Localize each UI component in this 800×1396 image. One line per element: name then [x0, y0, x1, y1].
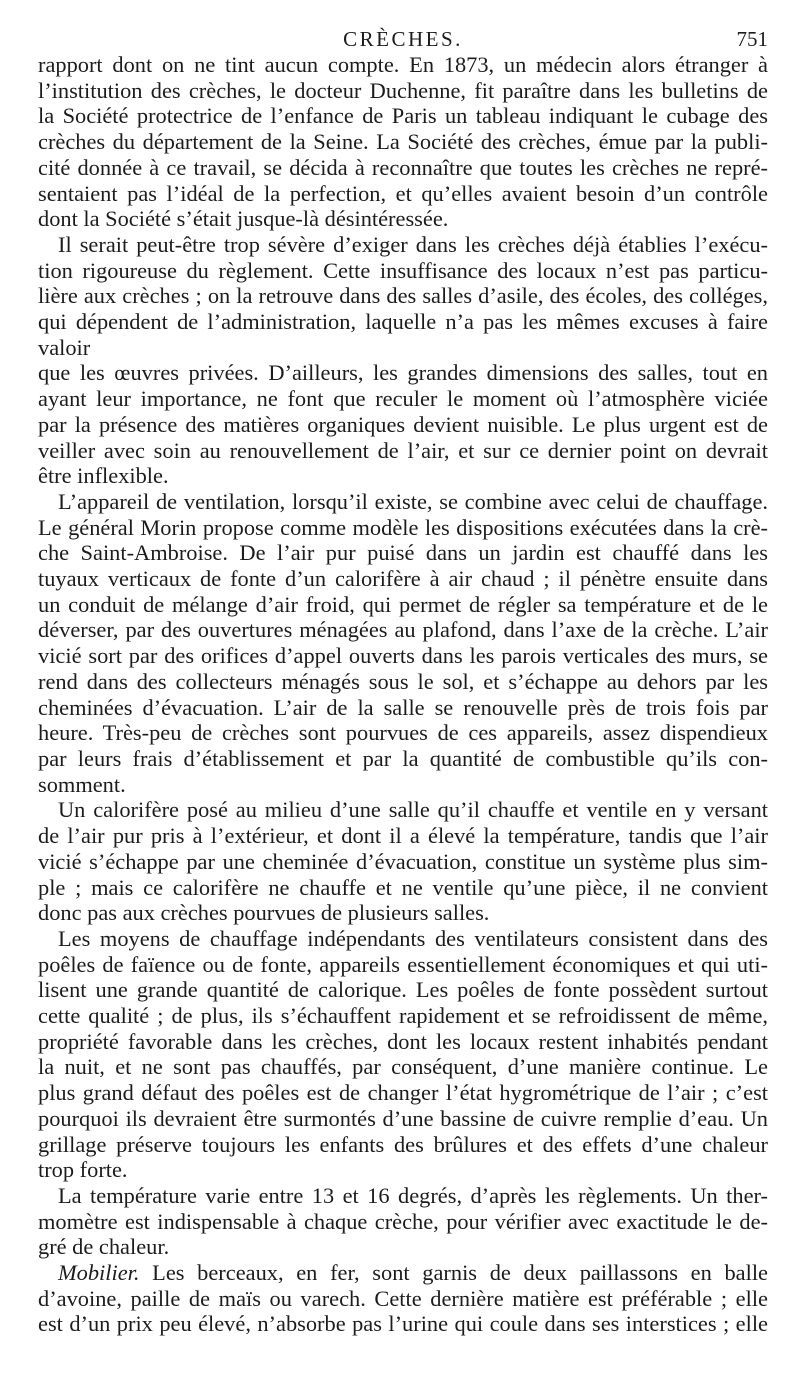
line-text: tuyaux verticaux de fonte d’un calorifère à air chaud ; il pénètre ensuite dans [38, 566, 768, 592]
line-text: ayant leur importance, ne font que reculer le moment où l’atmosphère viciée [38, 386, 768, 412]
line-text: rend dans des collecteurs ménagés sous le sol, et s’échappe au dehors par les [38, 668, 768, 694]
line-text: gré de chaleur. [38, 1234, 170, 1260]
text-line [38, 1054, 768, 1080]
line-text: la nuit, et ne sont pas chauffés, par conséquent, d’une manière continue. Le [38, 1054, 768, 1080]
text-line [38, 797, 768, 823]
text-line [38, 900, 768, 926]
text-line [38, 926, 768, 952]
text-line [38, 78, 768, 104]
line-text: est d’un prix peu élevé, n’absorbe pas l’urine qui coule dans ses interstices ; elle [38, 1311, 768, 1337]
text-line [38, 1003, 768, 1029]
text-line [38, 1260, 768, 1286]
line-text: un conduit de mélange d’air froid, qui permet de régler sa température et de le [38, 591, 768, 617]
line-text: ple ; mais ce calorifère ne chauffe et ne ventile qu’une pièce, il ne convient [38, 874, 768, 900]
text-line [38, 669, 768, 695]
text-line [38, 566, 768, 592]
line-text: Les moyens de chauffage indépendants des ventilateurs consistent dans des [58, 925, 768, 951]
line-text: Il serait peut-être trop sévère d’exiger dans les crèches déjà établies l’exécu- [58, 231, 768, 257]
section-lead: Mobilier. [58, 1260, 140, 1286]
text-line [38, 232, 768, 258]
page-header [38, 22, 768, 52]
text-line [38, 360, 768, 386]
line-text: par leurs frais d’établissement et par la quantité de combustible qu’ils con- [38, 745, 768, 771]
line-text: rapport dont on ne tint aucun compte. En 1873, un médecin alors étranger à [38, 52, 768, 77]
line-text: grillage préserve toujours les enfants des brûlures et des effets d’une chaleur [38, 1131, 768, 1157]
page-number: 751 [736, 27, 768, 51]
page-body [38, 52, 768, 1337]
text-line [38, 52, 768, 78]
text-line [38, 103, 768, 129]
line-text: donc pas aux crèches pourvues de plusieurs salles. [38, 900, 490, 926]
line-text: d’avoine, paille de maïs ou varech. Cette dernière matière est préférable ; elle [38, 1285, 768, 1311]
text-line [38, 489, 768, 515]
line-text: plus grand défaut des poêles est de changer l’état hygrométrique de l’air ; c’est [38, 1080, 768, 1106]
line-text: dont la Société s’était jusque-là désintéressée. [38, 206, 449, 232]
line-text: l’institution des crèches, le docteur Duchenne, fit paraître dans les bulletins de [38, 77, 768, 103]
text-line [38, 1209, 768, 1235]
line-text: somment. [38, 771, 126, 797]
line-text: Le général Morin propose comme modèle les dispositions exécutées dans la crè- [38, 514, 768, 540]
line-text: vicié s’échappe par une cheminée d’évacuation, constitue un système plus sim- [38, 848, 768, 874]
line-text: la Société protectrice de l’enfance de Paris un tableau indiquant le cubage des [38, 103, 768, 129]
text-line [38, 1080, 768, 1106]
text-line [38, 438, 768, 464]
line-text: lière aux crèches ; on la retrouve dans des salles d’asile, des écoles, des colléges, [38, 283, 768, 309]
text-line [38, 181, 768, 207]
line-text: tion rigoureuse du règlement. Cette insuffisance des locaux n’est pas particu- [38, 257, 768, 283]
text-line [38, 952, 768, 978]
line-text: crèches du département de la Seine. La Société des crèches, émue par la publi- [38, 129, 768, 155]
line-text: poêles de faïence ou de fonte, appareils essentiellement économiques et qui uti- [38, 951, 768, 977]
line-text: lisent une grande quantité de calorique. Les poêles de fonte possèdent surtout [38, 977, 768, 1003]
text-line [38, 849, 768, 875]
text-line [38, 746, 768, 772]
line-text: trop forte. [38, 1157, 128, 1183]
text-line [38, 1157, 768, 1183]
text-line [38, 617, 768, 643]
text-line [38, 977, 768, 1003]
text-line [38, 720, 768, 746]
text-line [38, 1234, 768, 1260]
text-line [38, 412, 768, 438]
text-line [38, 1029, 768, 1055]
text-line [38, 129, 768, 155]
text-line [38, 592, 768, 618]
running-head: CRÈCHES. [343, 27, 463, 51]
text-line [38, 643, 768, 669]
text-line [38, 463, 768, 489]
line-text: Un calorifère posé au milieu d’une salle qu’il chauffe et ventile en y versant [58, 797, 768, 823]
text-line [38, 386, 768, 412]
line-text: cheminées d’évacuation. L’air de la salle se renouvelle près de trois fois par [38, 694, 768, 720]
line-text: heure. Très-peu de crèches sont pourvues de ces appareils, assez dispendieux [38, 720, 768, 746]
line-text: de l’air pur pris à l’extérieur, et dont il a élevé la température, tandis que l’air [38, 823, 768, 849]
line-text: veiller avec soin au renouvellement de l’air, et sur ce dernier point on devrait [38, 437, 768, 463]
text-line [38, 1106, 768, 1132]
line-text: vicié sort par des orifices d’appel ouverts dans les parois verticales des murs, se [38, 643, 768, 669]
text-line [38, 1286, 768, 1312]
book-page [38, 22, 768, 1337]
line-text: pourquoi ils devraient être surmontés d’une bassine de cuivre remplie d’eau. Un [38, 1105, 768, 1131]
line-text: cette qualité ; de plus, ils s’échauffent rapidement et se refroidissent de même, [38, 1003, 768, 1029]
text-line [38, 875, 768, 901]
text-line [38, 283, 768, 309]
line-text: que les œuvres privées. D’ailleurs, les grandes dimensions des salles, tout en [38, 360, 768, 386]
text-line [38, 1132, 768, 1158]
line-text: sentaient pas l’idéal de la perfection, et qu’elles avaient besoin d’un contrôle [38, 180, 768, 206]
line-text: par la présence des matières organiques devient nuisible. Le plus urgent est de [38, 411, 768, 437]
line-text: cité donnée à ce travail, se décida à reconnaître que toutes les crèches ne repré- [38, 154, 768, 180]
line-text: momètre est indispensable à chaque crèche, pour vérifier avec exactitude le de- [38, 1208, 768, 1234]
text-line [38, 515, 768, 541]
line-text: Les berceaux, en fer, sont garnis de deux paillassons en balle [139, 1260, 768, 1286]
line-text: L’appareil de ventilation, lorsqu’il existe, se combine avec celui de chauffage. [58, 488, 768, 514]
text-line [38, 540, 768, 566]
text-line [38, 1311, 768, 1337]
line-text: propriété favorable dans les crèches, dont les locaux restent inhabités pendant [38, 1028, 768, 1054]
text-line [38, 258, 768, 284]
text-line [38, 309, 768, 360]
line-text: qui dépendent de l’administration, laquelle n’a pas les mêmes excuses à faire valoir [38, 309, 768, 360]
text-line [38, 206, 768, 232]
text-line [38, 772, 768, 798]
text-line [38, 695, 768, 721]
text-line [38, 155, 768, 181]
text-line [38, 823, 768, 849]
line-text: La température varie entre 13 et 16 degrés, d’après les règlements. Un ther- [58, 1182, 768, 1208]
line-text: che Saint-Ambroise. De l’air pur puisé dans un jardin est chauffé dans les [38, 540, 768, 566]
line-text: être inflexible. [38, 463, 169, 489]
line-text: déverser, par des ouvertures ménagées au plafond, dans l’axe de la crèche. L’air [38, 617, 768, 643]
text-line [38, 1183, 768, 1209]
